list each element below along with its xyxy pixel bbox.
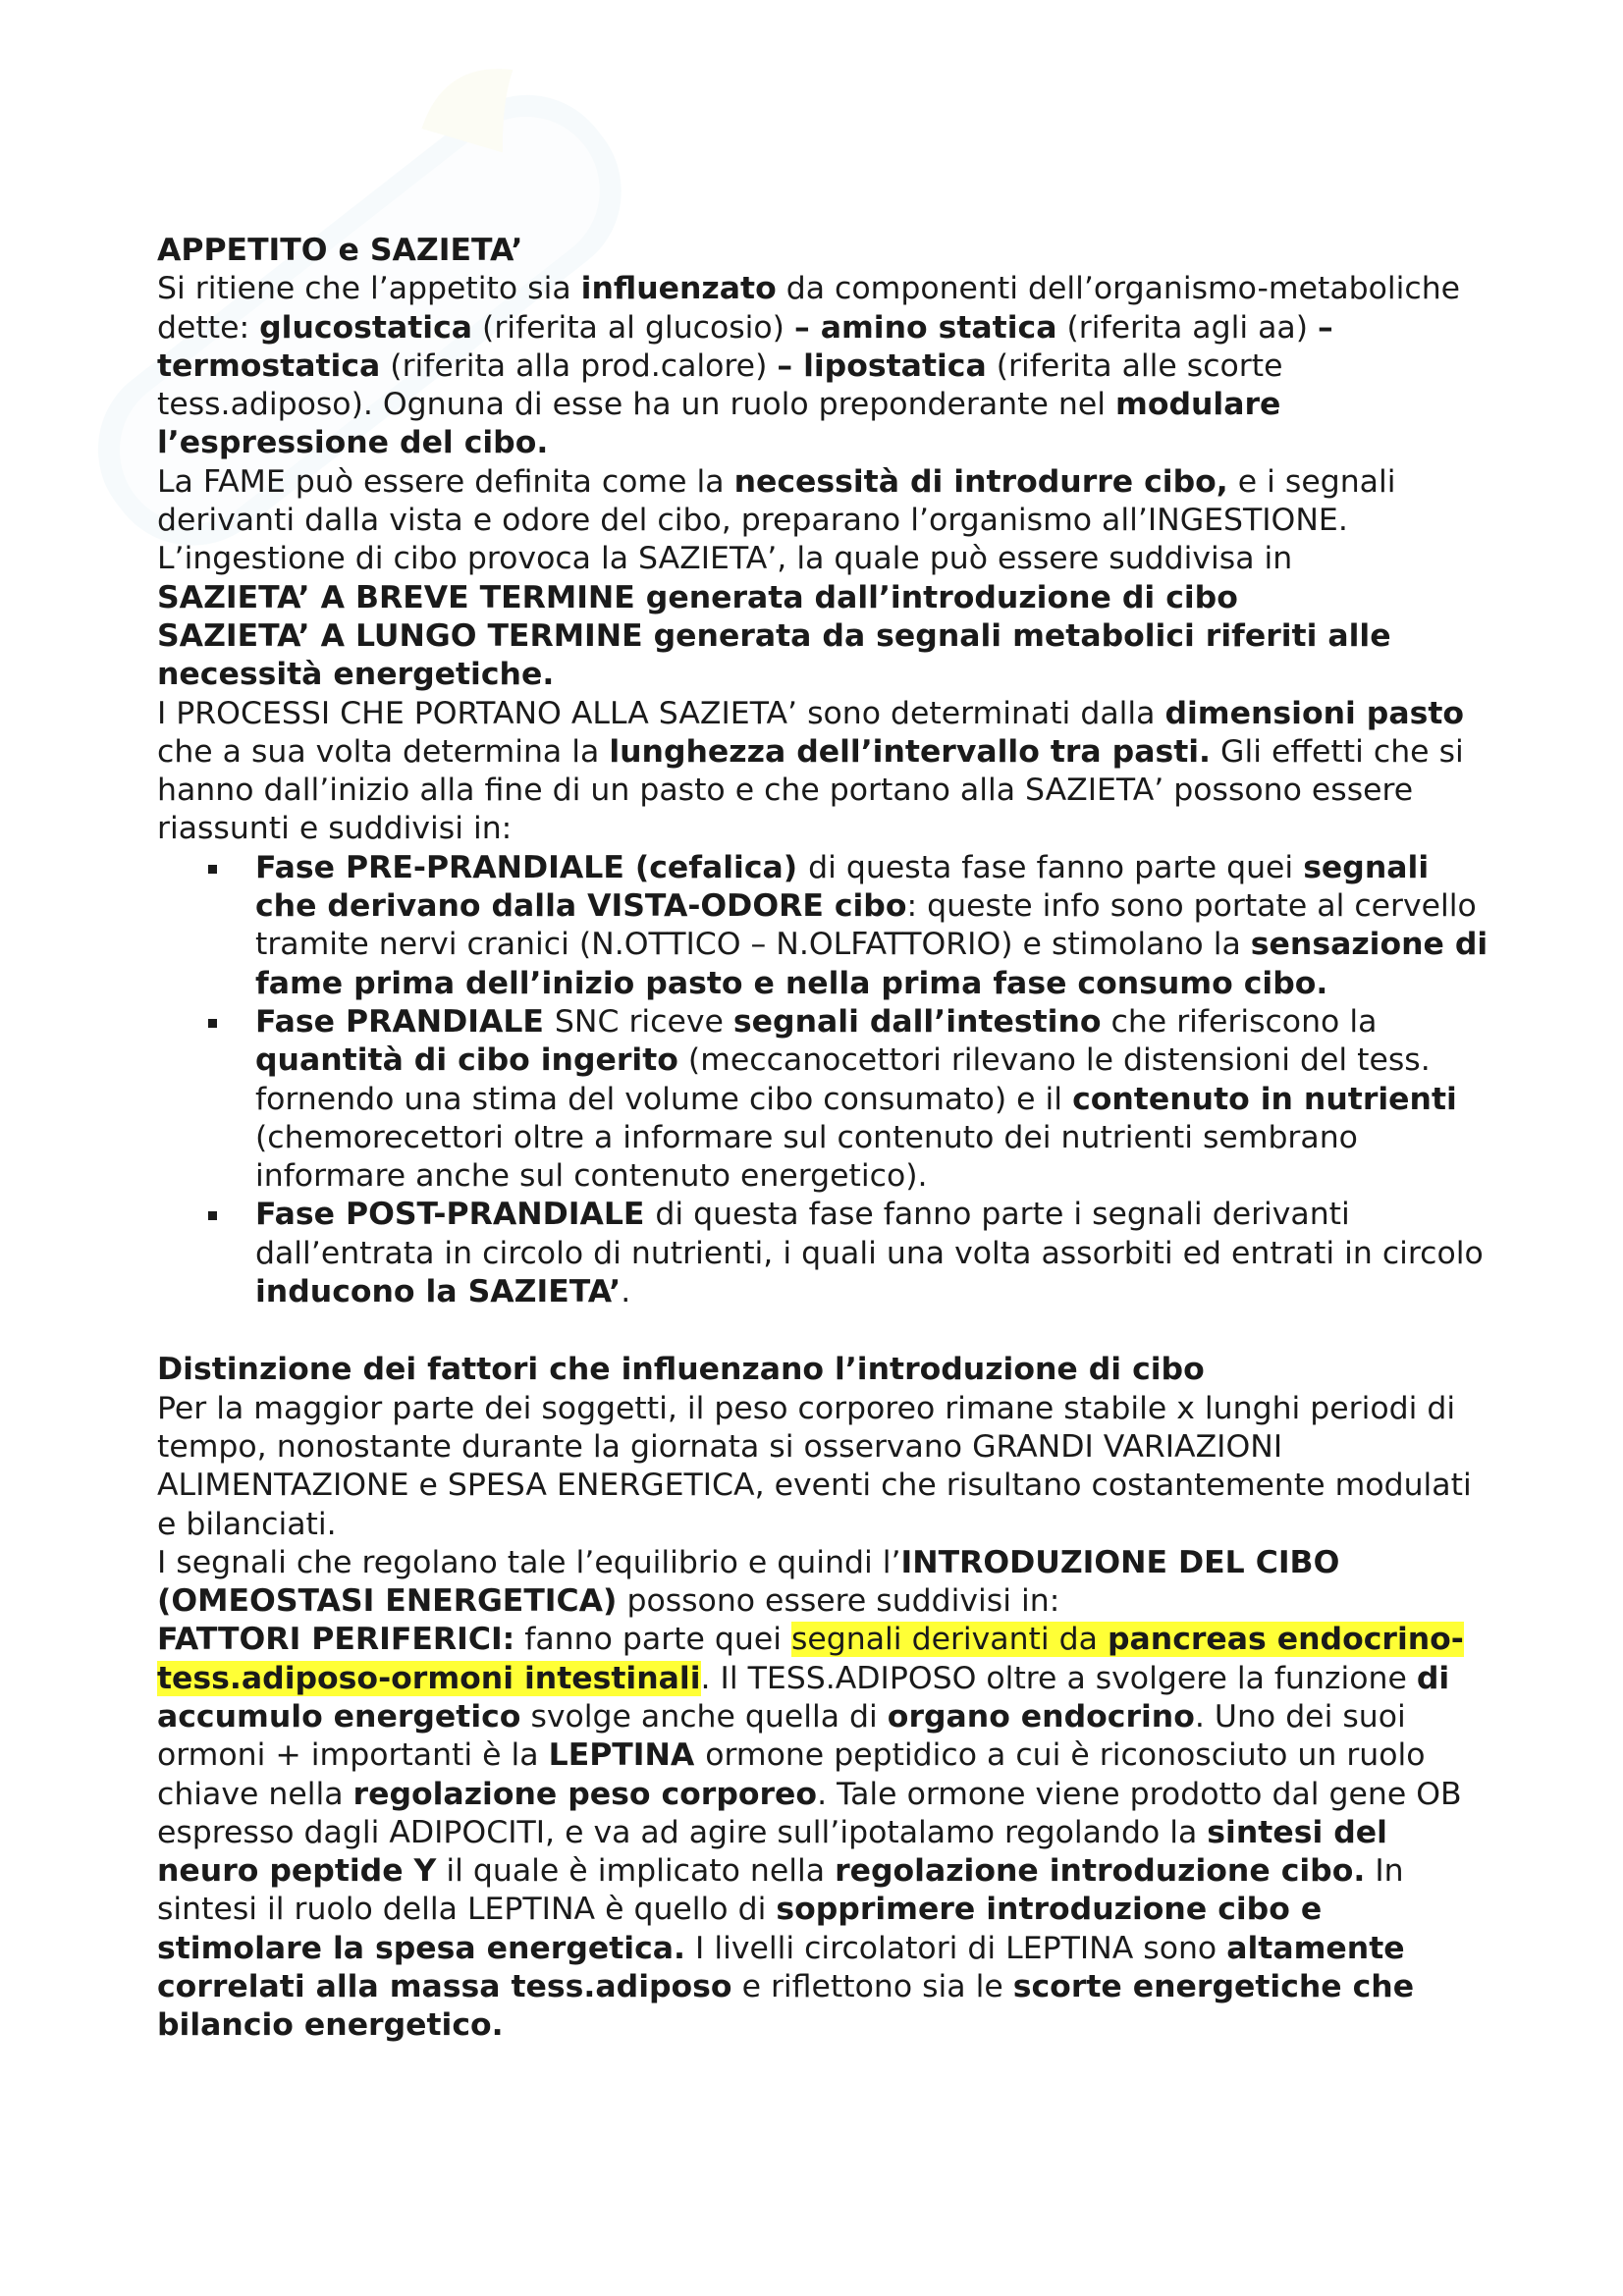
paragraph-componenti: Si ritiene che l’appetito sia influenzato da componenti dell’organismo-metaboliche dette: glucostatica (riferita al glucosio) – amino statica (riferita agli aa) – termostatica (riferita alla prod.calore) – lipostatica (riferita alle scorte tess.adiposo). Ognuna di esse ha un ruolo preponderante nel modulare l’espressione del cibo.: [157, 271, 1461, 461]
list-item-post-prandiale: Fase POST-PRANDIALE di questa fase fanno parte i segnali derivanti dall’entrata in circolo di nutrienti, i quali una volta assorbiti ed entrati in circolo inducono la SAZIETA’.: [255, 1196, 1492, 1311]
section-title-distinzione: Distinzione dei fattori che influenzano l’introduzione di cibo: [157, 1352, 1205, 1388]
section-title-appetito: APPETITO e SAZIETA’: [157, 233, 523, 268]
fasi-list: [157, 849, 1492, 1312]
paragraph-fattori-periferici: FATTORI PERIFERICI: fanno parte quei segnali derivanti da pancreas endocrino-tess.adiposo-ormoni intestinali. Il TESS.ADIPOSO oltre a svolgere la funzione di accumulo energetico svolge anche quella di organo endocrino. Uno dei suoi ormoni + importanti è la LEPTINA ormone peptidico a cui è riconosciuto un ruolo chiave nella regolazione peso corporeo. Tale ormone viene prodotto dal gene OB espresso dagli ADIPOCITI, e va ad agire sull’ipotalamo regolando la sintesi del neuro peptide Y il quale è implicato nella regolazione introduzione cibo. In sintesi il ruolo della LEPTINA è quello di sopprimere introduzione cibo e stimolare la spesa energetica. I livelli circolatori di LEPTINA sono altamente correlati alla massa tess.adiposo e riflettono sia le scorte energetiche che bilancio energetico.: [157, 1622, 1464, 2044]
paragraph-ingestione: L’ingestione di cibo provoca la SAZIETA’, la quale può essere suddivisa in: [157, 541, 1293, 577]
paragraph-sazieta-breve: SAZIETA’ A BREVE TERMINE generata dall’introduzione di cibo: [157, 579, 1238, 615]
paragraph-sazieta-lungo: SAZIETA’ A LUNGO TERMINE generata da segnali metabolici riferiti alle necessità energetiche.: [157, 617, 1391, 693]
list-item-prandiale: Fase PRANDIALE SNC riceve segnali dall’intestino che riferiscono la quantità di cibo ingerito (meccanocettori rilevano le distensioni del tess. fornendo una stima del volume cibo consumato) e il contenuto in nutrienti (chemorecettori oltre a informare sul contenuto dei nutrienti sembrano informare anche sul contenuto energetico).: [255, 1003, 1492, 1196]
paragraph-processi: I PROCESSI CHE PORTANO ALLA SAZIETA’ sono determinati dalla dimensioni pasto che a sua volta determina la lunghezza dell’intervallo tra pasti. Gli effetti che si hanno dall’inizio alla fine di un pasto e che portano alla SAZIETA’ possono essere riassunti e suddivisi in:: [157, 695, 1465, 847]
paragraph-fame: La FAME può essere definita come la necessità di introdurre cibo, e i segnali derivanti dalla vista e odore del cibo, preparano l’organismo all’INGESTIONE.: [157, 463, 1396, 539]
paragraph-segnali: I segnali che regolano tale l’equilibrio e quindi l’INTRODUZIONE DEL CIBO (OMEOSTASI ENERGETICA) possono essere suddivisi in:: [157, 1544, 1340, 1620]
document-body: [157, 232, 1492, 2046]
paragraph-peso-corporeo: Per la maggior parte dei soggetti, il peso corporeo rimane stabile x lunghi periodi di tempo, nonostante durante la giornata si osservano GRANDI VARIAZIONI ALIMENTAZIONE e SPESA ENERGETICA, eventi che risultano costantemente modulati e bilanciati.: [157, 1390, 1472, 1542]
list-item-pre-prandiale: Fase PRE-PRANDIALE (cefalica) di questa fase fanno parte quei segnali che derivano dalla VISTA-ODORE cibo: queste info sono portate al cervello tramite nervi cranici (N.OTTICO – N.OLFATTORIO) e stimolano la sensazione di fame prima dell’inizio pasto e nella prima fase consumo cibo.: [255, 849, 1492, 1003]
highlight-segnali: segnali derivanti da pancreas endocrino-tess.adiposo-ormoni intestinali: [157, 1622, 1464, 1696]
